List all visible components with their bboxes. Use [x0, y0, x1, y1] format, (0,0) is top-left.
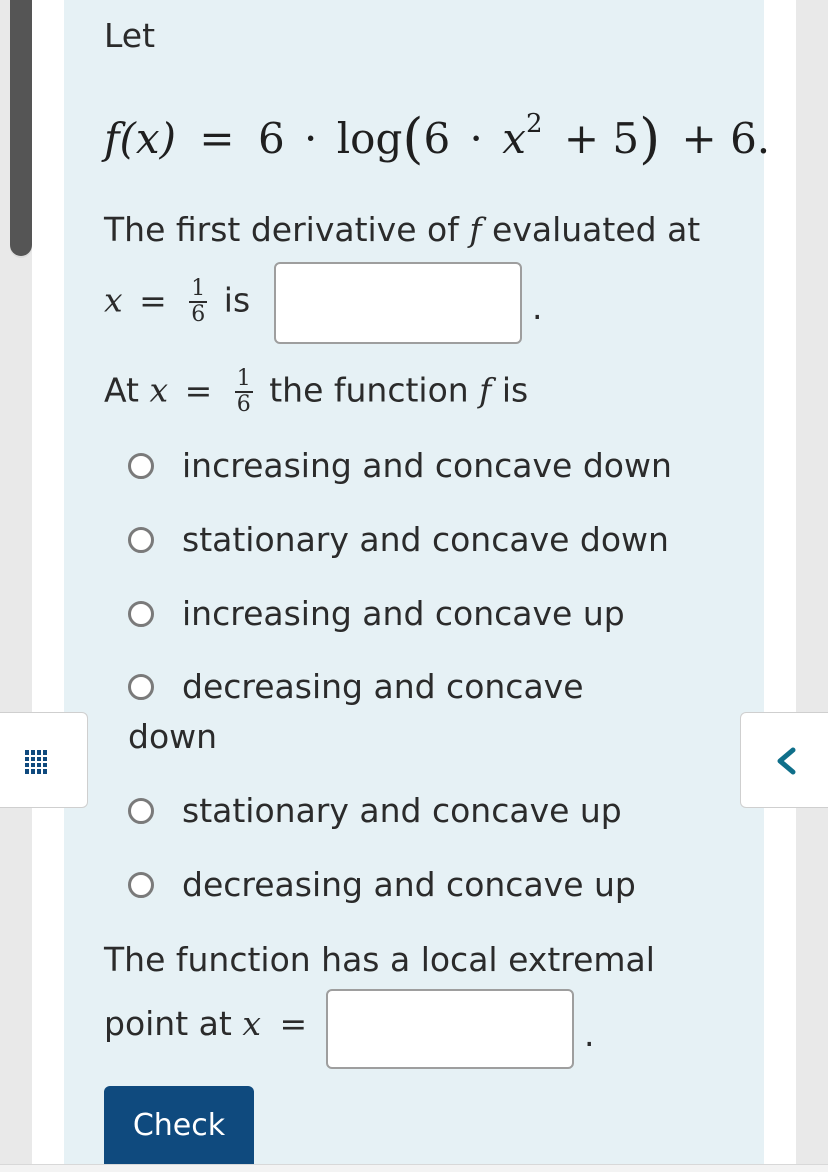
- collapse-panel-tab[interactable]: [740, 712, 828, 808]
- fraction-one-sixth: [235, 368, 253, 416]
- behavior-prompt-text: the function: [269, 370, 469, 410]
- option-label-1[interactable]: increasing and concave down: [182, 446, 672, 485]
- formula-var: x: [502, 114, 526, 163]
- derivative-answer-input[interactable]: [274, 262, 522, 344]
- formula-plus-inner: + 5: [563, 114, 640, 163]
- equals-sign: =: [184, 370, 213, 410]
- option-radio-4[interactable]: [128, 674, 154, 700]
- behavior-prompt: [104, 368, 528, 416]
- derivative-prompt-tail: evaluated at: [492, 210, 701, 249]
- extremal-prompt-line2: [104, 1004, 307, 1044]
- is-text: is: [223, 280, 251, 320]
- option-label-6[interactable]: decreasing and concave up: [182, 865, 636, 904]
- option-radio-3[interactable]: [128, 601, 154, 627]
- chevron-left-icon: [775, 747, 797, 779]
- fraction-numerator: 1: [236, 366, 251, 391]
- formula-exponent: 2: [525, 109, 543, 139]
- option-radio-5[interactable]: [128, 798, 154, 824]
- derivative-prompt-text: The first derivative of: [104, 210, 459, 249]
- option-label-5[interactable]: stationary and concave up: [182, 791, 622, 830]
- derivative-prompt: [104, 210, 700, 250]
- period: .: [584, 1015, 595, 1054]
- formula-equals: =: [199, 114, 235, 163]
- formula-log: log: [336, 114, 403, 163]
- formula-coef: 6: [257, 114, 285, 163]
- is-text: is: [501, 370, 529, 410]
- option-label-3[interactable]: increasing and concave up: [182, 594, 625, 633]
- list-icon: [25, 750, 47, 778]
- option-label-4[interactable]: decreasing and concave: [182, 667, 584, 706]
- question-list-tab[interactable]: [0, 712, 88, 808]
- at-text: At: [104, 370, 139, 410]
- option-radio-2[interactable]: [128, 527, 154, 553]
- extremal-answer-input[interactable]: [326, 989, 574, 1069]
- intro-text: Let: [104, 16, 156, 55]
- formula-inner-coef: 6: [423, 114, 451, 163]
- option-radio-6[interactable]: [128, 872, 154, 898]
- period: .: [532, 288, 543, 327]
- scrollbar-thumb[interactable]: [10, 0, 32, 256]
- derivative-point: [104, 278, 250, 326]
- option-label-2[interactable]: stationary and concave down: [182, 520, 669, 559]
- derivative-prompt-f: f: [469, 210, 482, 249]
- formula-tail: + 6.: [681, 114, 771, 163]
- formula-close-paren: ): [639, 107, 661, 170]
- x-variable: x: [149, 370, 169, 410]
- extremal-prompt-line1: The function has a local extremal: [104, 940, 655, 979]
- point-at-text: point at: [104, 1004, 232, 1043]
- x-variable: x: [242, 1004, 261, 1043]
- equals-sign: =: [279, 1004, 308, 1043]
- x-variable: x: [104, 280, 123, 320]
- equals-sign: =: [139, 280, 167, 320]
- f-variable: f: [479, 370, 492, 410]
- formula-dot-2: ·: [469, 114, 483, 163]
- formula-lhs: f(x): [104, 114, 177, 163]
- formula-open-paren: (: [402, 107, 424, 170]
- formula-dot: ·: [304, 114, 318, 163]
- fraction-denominator: 6: [236, 392, 251, 417]
- function-formula: [104, 102, 771, 170]
- fraction-denominator: 6: [191, 302, 206, 327]
- option-label-4-wrap[interactable]: down: [128, 717, 218, 756]
- check-button[interactable]: Check: [104, 1086, 254, 1164]
- fraction-numerator: 1: [191, 276, 206, 301]
- fraction-one-sixth: [189, 278, 207, 326]
- option-radio-1[interactable]: [128, 453, 154, 479]
